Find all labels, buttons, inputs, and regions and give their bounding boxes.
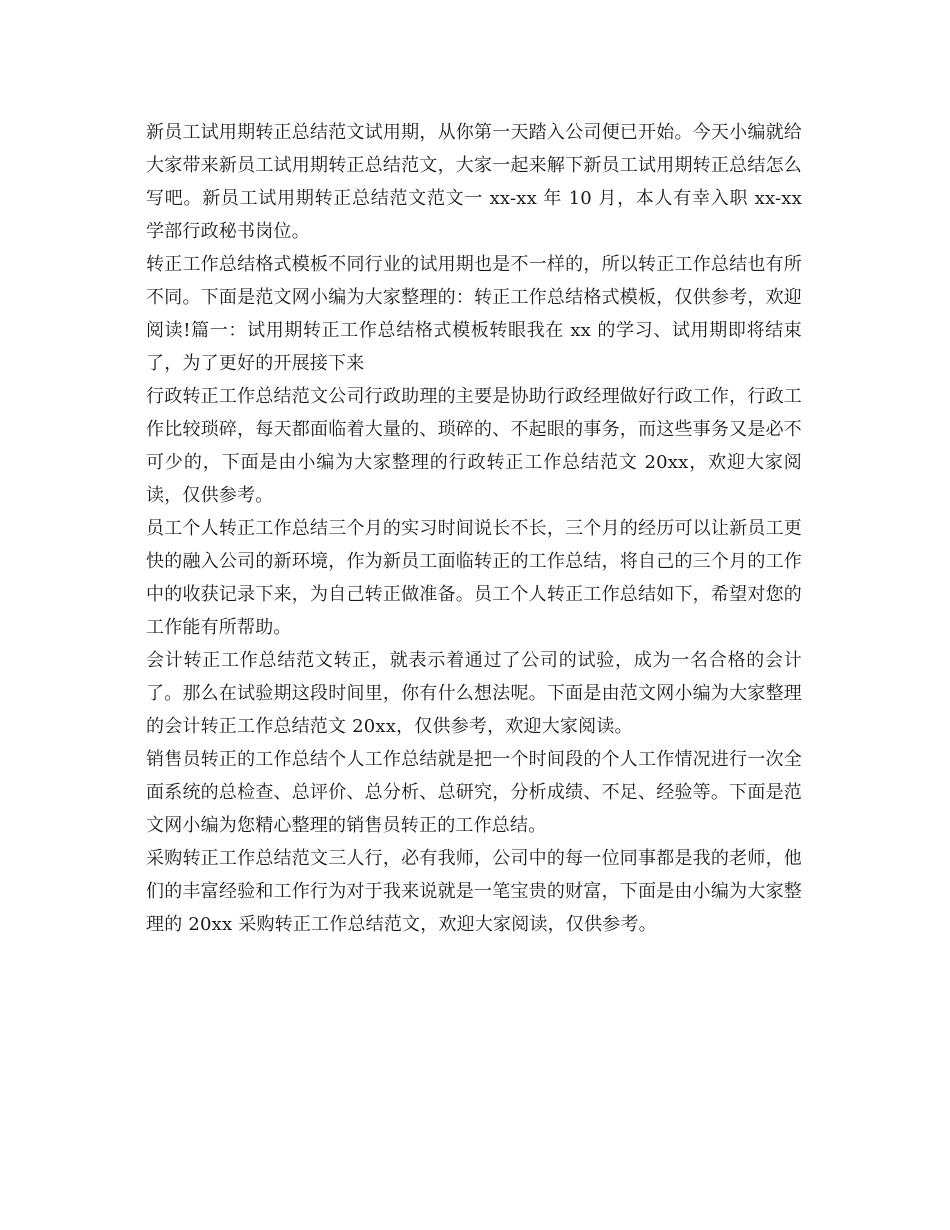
paragraph-format-template: 转正工作总结格式模板不同行业的试用期也是不一样的，所以转正工作总结也有所不同。下面是范文网小编为大家整理的：转正工作总结格式模板，仅供参考，欢迎阅读!篇一：试用期转正工作总结格式模板转眼我在 xx 的学习、试用期即将结束了，为了更好的开展接下来 (146, 254, 802, 374)
paragraph-admin-summary: 行政转正工作总结范文公司行政助理的主要是协助行政经理做好行政工作，行政工作比较琐碎，每天都面临着大量的、琐碎的、不起眼的事务，而这些事务又是必不可少的，下面是由小编为大家整理的行政转正工作总结范文 20xx，欢迎大家阅读，仅供参考。 (146, 386, 802, 506)
paragraph-accounting-summary: 会计转正工作总结范文转正，就表示着通过了公司的试验，成为一名合格的会计了。那么在试验期这段时间里，你有什么想法呢。下面是由范文网小编为大家整理的会计转正工作总结范文 20xx，仅供参考，欢迎大家阅读。 (146, 650, 802, 737)
paragraph-employee-summary: 员工个人转正工作总结三个月的实习时间说长不长，三个月的经历可以让新员工更快的融入公司的新环境，作为新员工面临转正的工作总结，将自己的三个月的工作中的收获记录下来，为自己转正做准备。员工个人转正工作总结如下，希望对您的工作能有所帮助。 (146, 518, 802, 638)
paragraph-probation-summary: 新员工试用期转正总结范文试用期，从你第一天踏入公司便已开始。今天小编就给大家带来新员工试用期转正总结范文，大家一起来解下新员工试用期转正总结怎么写吧。新员工试用期转正总结范文范文一 xx-xx 年 10 月，本人有幸入职 xx-xx 学部行政秘书岗位。 (146, 122, 802, 242)
document-body (146, 116, 802, 941)
paragraph-purchasing-summary: 采购转正工作总结范文三人行，必有我师，公司中的每一位同事都是我的老师，他们的丰富经验和工作行为对于我来说就是一笔宝贵的财富，下面是由小编为大家整理的 20xx 采购转正工作总结范文，欢迎大家阅读，仅供参考。 (146, 848, 802, 935)
paragraph-sales-summary: 销售员转正的工作总结个人工作总结就是把一个时间段的个人工作情况进行一次全面系统的总检查、总评价、总分析、总研究，分析成绩、不足、经验等。下面是范文网小编为您精心整理的销售员转正的工作总结。 (146, 749, 802, 836)
